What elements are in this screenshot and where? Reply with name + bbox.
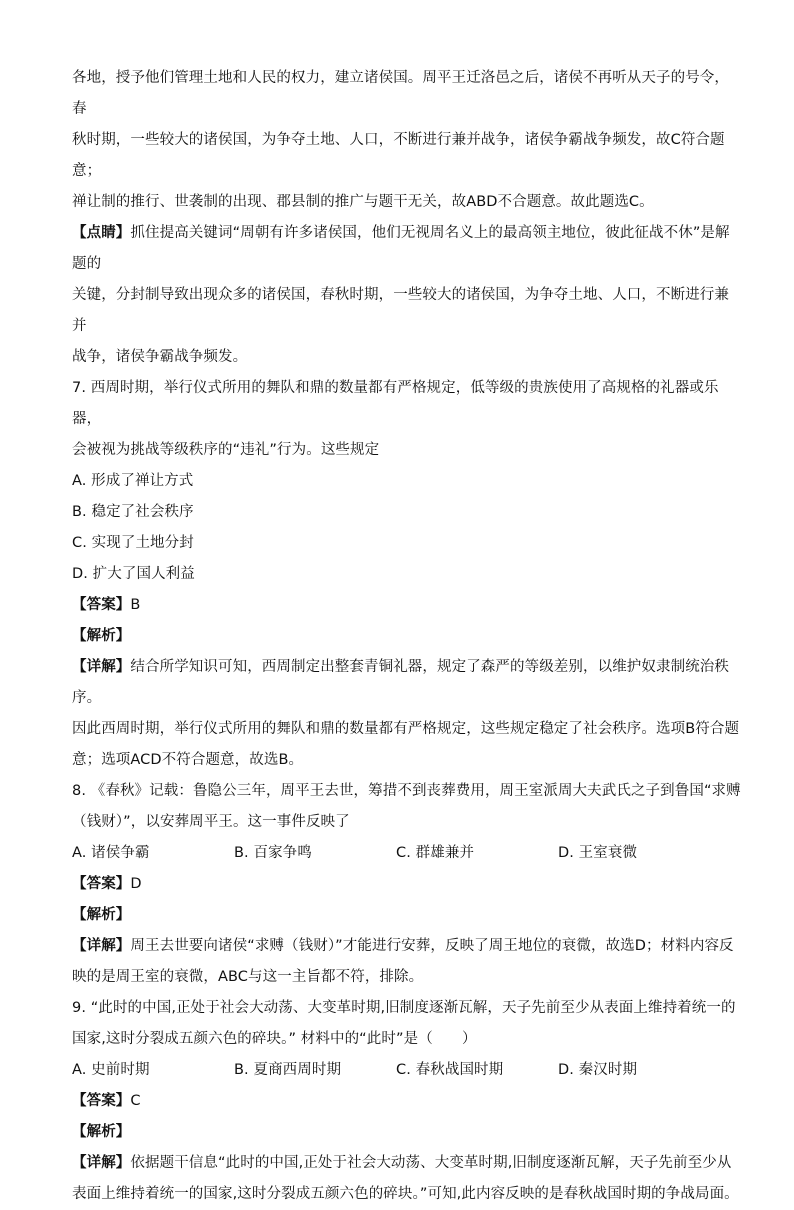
q7-detail-line-1: [72, 652, 742, 714]
q9-analysis-tag: 【解析】: [72, 1124, 131, 1140]
q8-answer: [72, 869, 742, 900]
q8-analysis-tag: 【解析】: [72, 907, 131, 923]
intro-line-2: 秋时期，一些较大的诸侯国，为争夺土地、人口，不断进行兼并战争，诸侯争霸战争频发，故C符合题意；: [72, 132, 725, 179]
q8-stem-line-1: 8. 《春秋》记载：鲁隐公三年，周平王去世，筹措不到丧葬费用，周王室派周大夫武氏之子到鲁国“求赙: [72, 783, 741, 799]
q7-option-d: D. 扩大了国人利益: [72, 566, 195, 582]
q9-option-c: C. 春秋战国时期: [396, 1062, 504, 1078]
q8-option-c: C. 群雄兼并: [396, 845, 475, 861]
q7-answer-tag: 【答案】: [72, 597, 131, 613]
q8-answer-value: D: [130, 876, 142, 892]
q8-stem-line-2: （钱财）”，以安葬周平王。这一事件反映了: [72, 814, 350, 830]
q7-detail-line-2: 因此西周时期，举行仪式所用的舞队和鼎的数量都有严格规定，这些规定稳定了社会秩序。选项B符合题: [72, 721, 740, 737]
q8-options: [72, 838, 742, 869]
q8-detail-tag: 【详解】: [72, 938, 131, 954]
q7-option-a: A. 形成了禅让方式: [72, 473, 194, 489]
dianjing-line-2: 关键，分封制导致出现众多的诸侯国，春秋时期，一些较大的诸侯国，为争夺土地、人口，不断进行兼并: [72, 287, 729, 334]
dianjing-tag: 【点睛】: [72, 225, 131, 241]
q7-stem-line-1: 7. 西周时期，举行仪式所用的舞队和鼎的数量都有严格规定，低等级的贵族使用了高规格的礼器或乐器，: [72, 380, 719, 427]
q8-detail-line-1: [72, 931, 742, 962]
q9-stem-line-1: 9. “此时的中国,正处于社会大动荡、大变革时期,旧制度逐渐瓦解，天子先前至少从表面上维持着统一的: [72, 1000, 736, 1016]
intro-line-1: 各地，授予他们管理土地和人民的权力，建立诸侯国。周平王迁洛邑之后，诸侯不再听从天子的号令，春: [72, 70, 729, 117]
q9-option-d: D. 秦汉时期: [558, 1062, 638, 1078]
q8-detail-text-1: 周王去世要向诸侯“求赙（钱财）”才能进行安葬，反映了周王地位的衰微，故选D；材料内容反: [130, 938, 734, 954]
q7-option-b: B. 稳定了社会秩序: [72, 504, 194, 520]
q9-stem-line-2: 国家,这时分裂成五颜六色的碎块。” 材料中的“此时”是（ ）: [72, 1031, 477, 1047]
q7-detail-tag: 【详解】: [72, 659, 131, 675]
q9-answer: [72, 1086, 742, 1117]
page-content: [72, 63, 742, 1210]
dianjing-line-1: [72, 218, 742, 280]
q8-option-d: D. 王室衰微: [558, 845, 638, 861]
q7-detail-text-1: 结合所学知识可知，西周制定出整套青铜礼器，规定了森严的等级差别，以维护奴隶制统治秩序。: [72, 659, 730, 706]
q7-analysis-tag: 【解析】: [72, 628, 131, 644]
q9-analysis: [72, 1117, 742, 1148]
q9-detail-text-1: 依据题干信息“此时的中国,正处于社会大动荡、大变革时期,旧制度逐渐瓦解，天子先前至少从: [130, 1155, 732, 1171]
q7-answer-value: B: [130, 597, 141, 613]
q7-detail-line-3: 意；选项ACD不符合题意，故选B。: [72, 752, 304, 768]
q9-answer-value: C: [130, 1093, 141, 1109]
q8-option-b: B. 百家争鸣: [234, 845, 312, 861]
q7-answer: [72, 590, 742, 621]
q9-option-b: B. 夏商西周时期: [234, 1062, 342, 1078]
dianjing-text-1: 抓住提高关键词“周朝有许多诸侯国，他们无视周名义上的最高领主地位，彼此征战不休”是解题的: [72, 225, 730, 272]
q9-detail-line-2: 表面上维持着统一的国家,这时分裂成五颜六色的碎块。”可知,此内容反映的是春秋战国时期的争战局面。: [72, 1186, 739, 1202]
dianjing-line-3: 战争，诸侯争霸战争频发。: [72, 349, 248, 365]
intro-line-3: 禅让制的推行、世袭制的出现、郡县制的推广与题干无关，故ABD不合题意。故此题选C。: [72, 194, 654, 210]
q9-option-a: A. 史前时期: [72, 1062, 150, 1078]
q9-detail-tag: 【详解】: [72, 1155, 131, 1171]
q8-option-a: A. 诸侯争霸: [72, 845, 150, 861]
q7-stem-line-2: 会被视为挑战等级秩序的“违礼”行为。这些规定: [72, 442, 380, 458]
q8-detail-line-2: 映的是周王室的衰微，ABC与这一主旨都不符，排除。: [72, 969, 424, 985]
q7-option-c: C. 实现了土地分封: [72, 535, 194, 551]
q9-options: [72, 1055, 742, 1086]
q7-analysis: [72, 621, 742, 652]
q8-analysis: [72, 900, 742, 931]
q8-answer-tag: 【答案】: [72, 876, 131, 892]
q9-answer-tag: 【答案】: [72, 1093, 131, 1109]
q9-detail-line-1: [72, 1148, 742, 1179]
